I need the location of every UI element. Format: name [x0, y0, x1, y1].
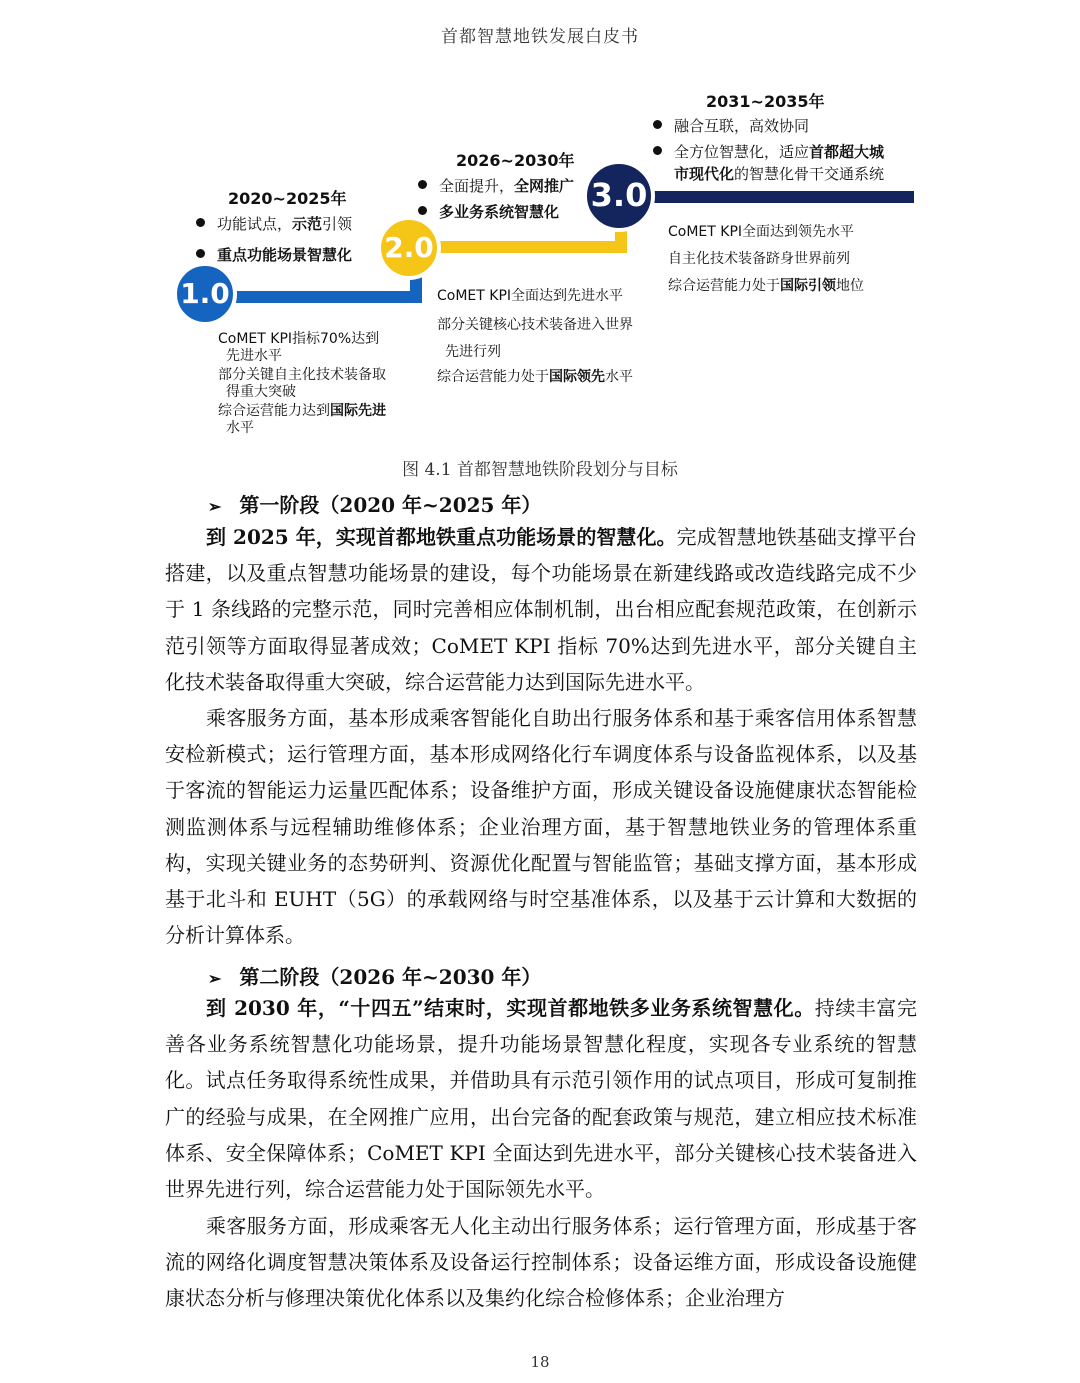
figure-caption: 图 4.1 首都智慧地铁阶段划分与目标 — [402, 460, 678, 480]
stage2-bottom-bullet-1: CoMET KPI全面达到先进水平 — [437, 288, 624, 304]
stage3-bottom-bullet-3: 综合运营能力处于国际引领地位 — [668, 278, 864, 294]
stage2-heading: ➢ 第二阶段（2026 年~2030 年） — [208, 965, 542, 989]
stage3-years: 2031~2035年 — [706, 92, 825, 111]
stage1-bottom-bullet-2: 部分关键自主化技术装备取 得重大突破 — [218, 367, 386, 400]
badge-label-1: 1.0 — [180, 277, 230, 310]
page-number: 18 — [530, 1353, 550, 1371]
bullet-dot — [418, 180, 427, 189]
badge-label-2: 2.0 — [384, 231, 434, 264]
stage2-paragraph-2: 乘客服务方面，形成乘客无人化主动出行服务体系；运行管理方面，形成基于客流的网络化调度智慧决策体系及设备运行控制体系；设备运维方面，形成设备设施健康状态分析与修理决策优化体系以及集约化综合检修体系；企业治理方 — [165, 1214, 917, 1311]
stage2-top-bullet-2: 多业务系统智慧化 — [418, 201, 559, 222]
page-header: 首都智慧地铁发展白皮书 — [441, 27, 639, 47]
stage2-top-bullet-1: 全面提升，全网推广 — [418, 175, 574, 196]
stage3-bottom-bullet-2: 自主化技术装备跻身世界前列 — [668, 251, 850, 267]
stage1-top-bullet-1: 功能试点，示范引领 — [196, 213, 352, 234]
arrow-bullet-icon: ➢ — [208, 497, 222, 516]
stage-diagram — [0, 0, 1080, 450]
stage1-top-bullet-2: 重点功能场景智慧化 — [196, 244, 352, 265]
stage3-top-bullet-1: 融合互联，高效协同 — [653, 115, 809, 136]
badge-label-3: 3.0 — [590, 176, 648, 214]
stage2-years: 2026~2030年 — [456, 151, 575, 170]
arrow-bullet-icon: ➢ — [208, 969, 222, 988]
stage1-heading: ➢ 第一阶段（2020 年~2025 年） — [208, 493, 542, 517]
stage2-paragraph-1: 到 2030 年，“十四五”结束时，实现首都地铁多业务系统智慧化。持续丰富完善各业务系统智慧化功能场景，提升功能场景智慧化程度，实现各专业系统的智慧化。试点任务取得系统性成果，并借助具有示范引领作用的试点项目，形成可复制推广的经验与成果，在全网推广应用，出台完备的配套政策与规范，建立相应技术标准体系、安全保障体系；CoMET KPI 全面达到先进水平，部分关键核心技术装备进入世界先进行列，综合运营能力处于国际领先水平。 — [165, 996, 917, 1202]
stage2-bottom-bullet-2: 部分关键核心技术装备进入世界 先进行列 — [437, 317, 633, 360]
bullet-dot — [196, 218, 205, 227]
stage1-paragraph-2: 乘客服务方面，基本形成乘客智能化自助出行服务体系和基于乘客信用体系智慧安检新模式；运行管理方面，基本形成网络化行车调度体系与设备监视体系，以及基于客流的智能运力运量匹配体系；设备维护方面，形成关键设备设施健康状态智能检测监测体系与远程辅助维修体系；企业治理方面，基于智慧地铁业务的管理体系重构，实现关键业务的态势研判、资源优化配置与智能监管；基础支撑方面，基本形成基于北斗和 EUHT（5G）的承载网络与时空基准体系，以及基于云计算和大数据的分析计算体系。 — [165, 706, 917, 948]
bullet-dot — [196, 249, 205, 258]
bullet-dot — [653, 146, 662, 155]
stage1-bottom-bullet-3: 综合运营能力达到国际先进 水平 — [218, 403, 386, 436]
bullet-dot — [418, 206, 427, 215]
stage1-years: 2020~2025年 — [228, 189, 347, 208]
stage3-top-bullet-2: 全方位智慧化，适应首都超大城 市现代化的智慧化骨干交通系统 — [653, 141, 884, 185]
stage1-bottom-bullet-1: CoMET KPI指标70%达到 先进水平 — [218, 331, 380, 364]
bullet-dot — [653, 120, 662, 129]
stage3-bottom-bullet-1: CoMET KPI全面达到领先水平 — [668, 224, 855, 240]
stage2-bottom-bullet-3: 综合运营能力处于国际领先水平 — [437, 369, 633, 385]
stage1-paragraph-1: 到 2025 年，实现首都地铁重点功能场景的智慧化。完成智慧地铁基础支撑平台搭建，以及重点智慧功能场景的建设，每个功能场景在新建线路或改造线路完成不少于 1 条线路的完整示范，同时完善相应体制机制，出台相应配套规范政策，在创新示范引领等方面取得显著成效；CoMET KPI 指标 70%达到先进水平，部分关键自主化技术装备取得重大突破，综合运营能力达到国际先进水平。 — [165, 525, 918, 694]
